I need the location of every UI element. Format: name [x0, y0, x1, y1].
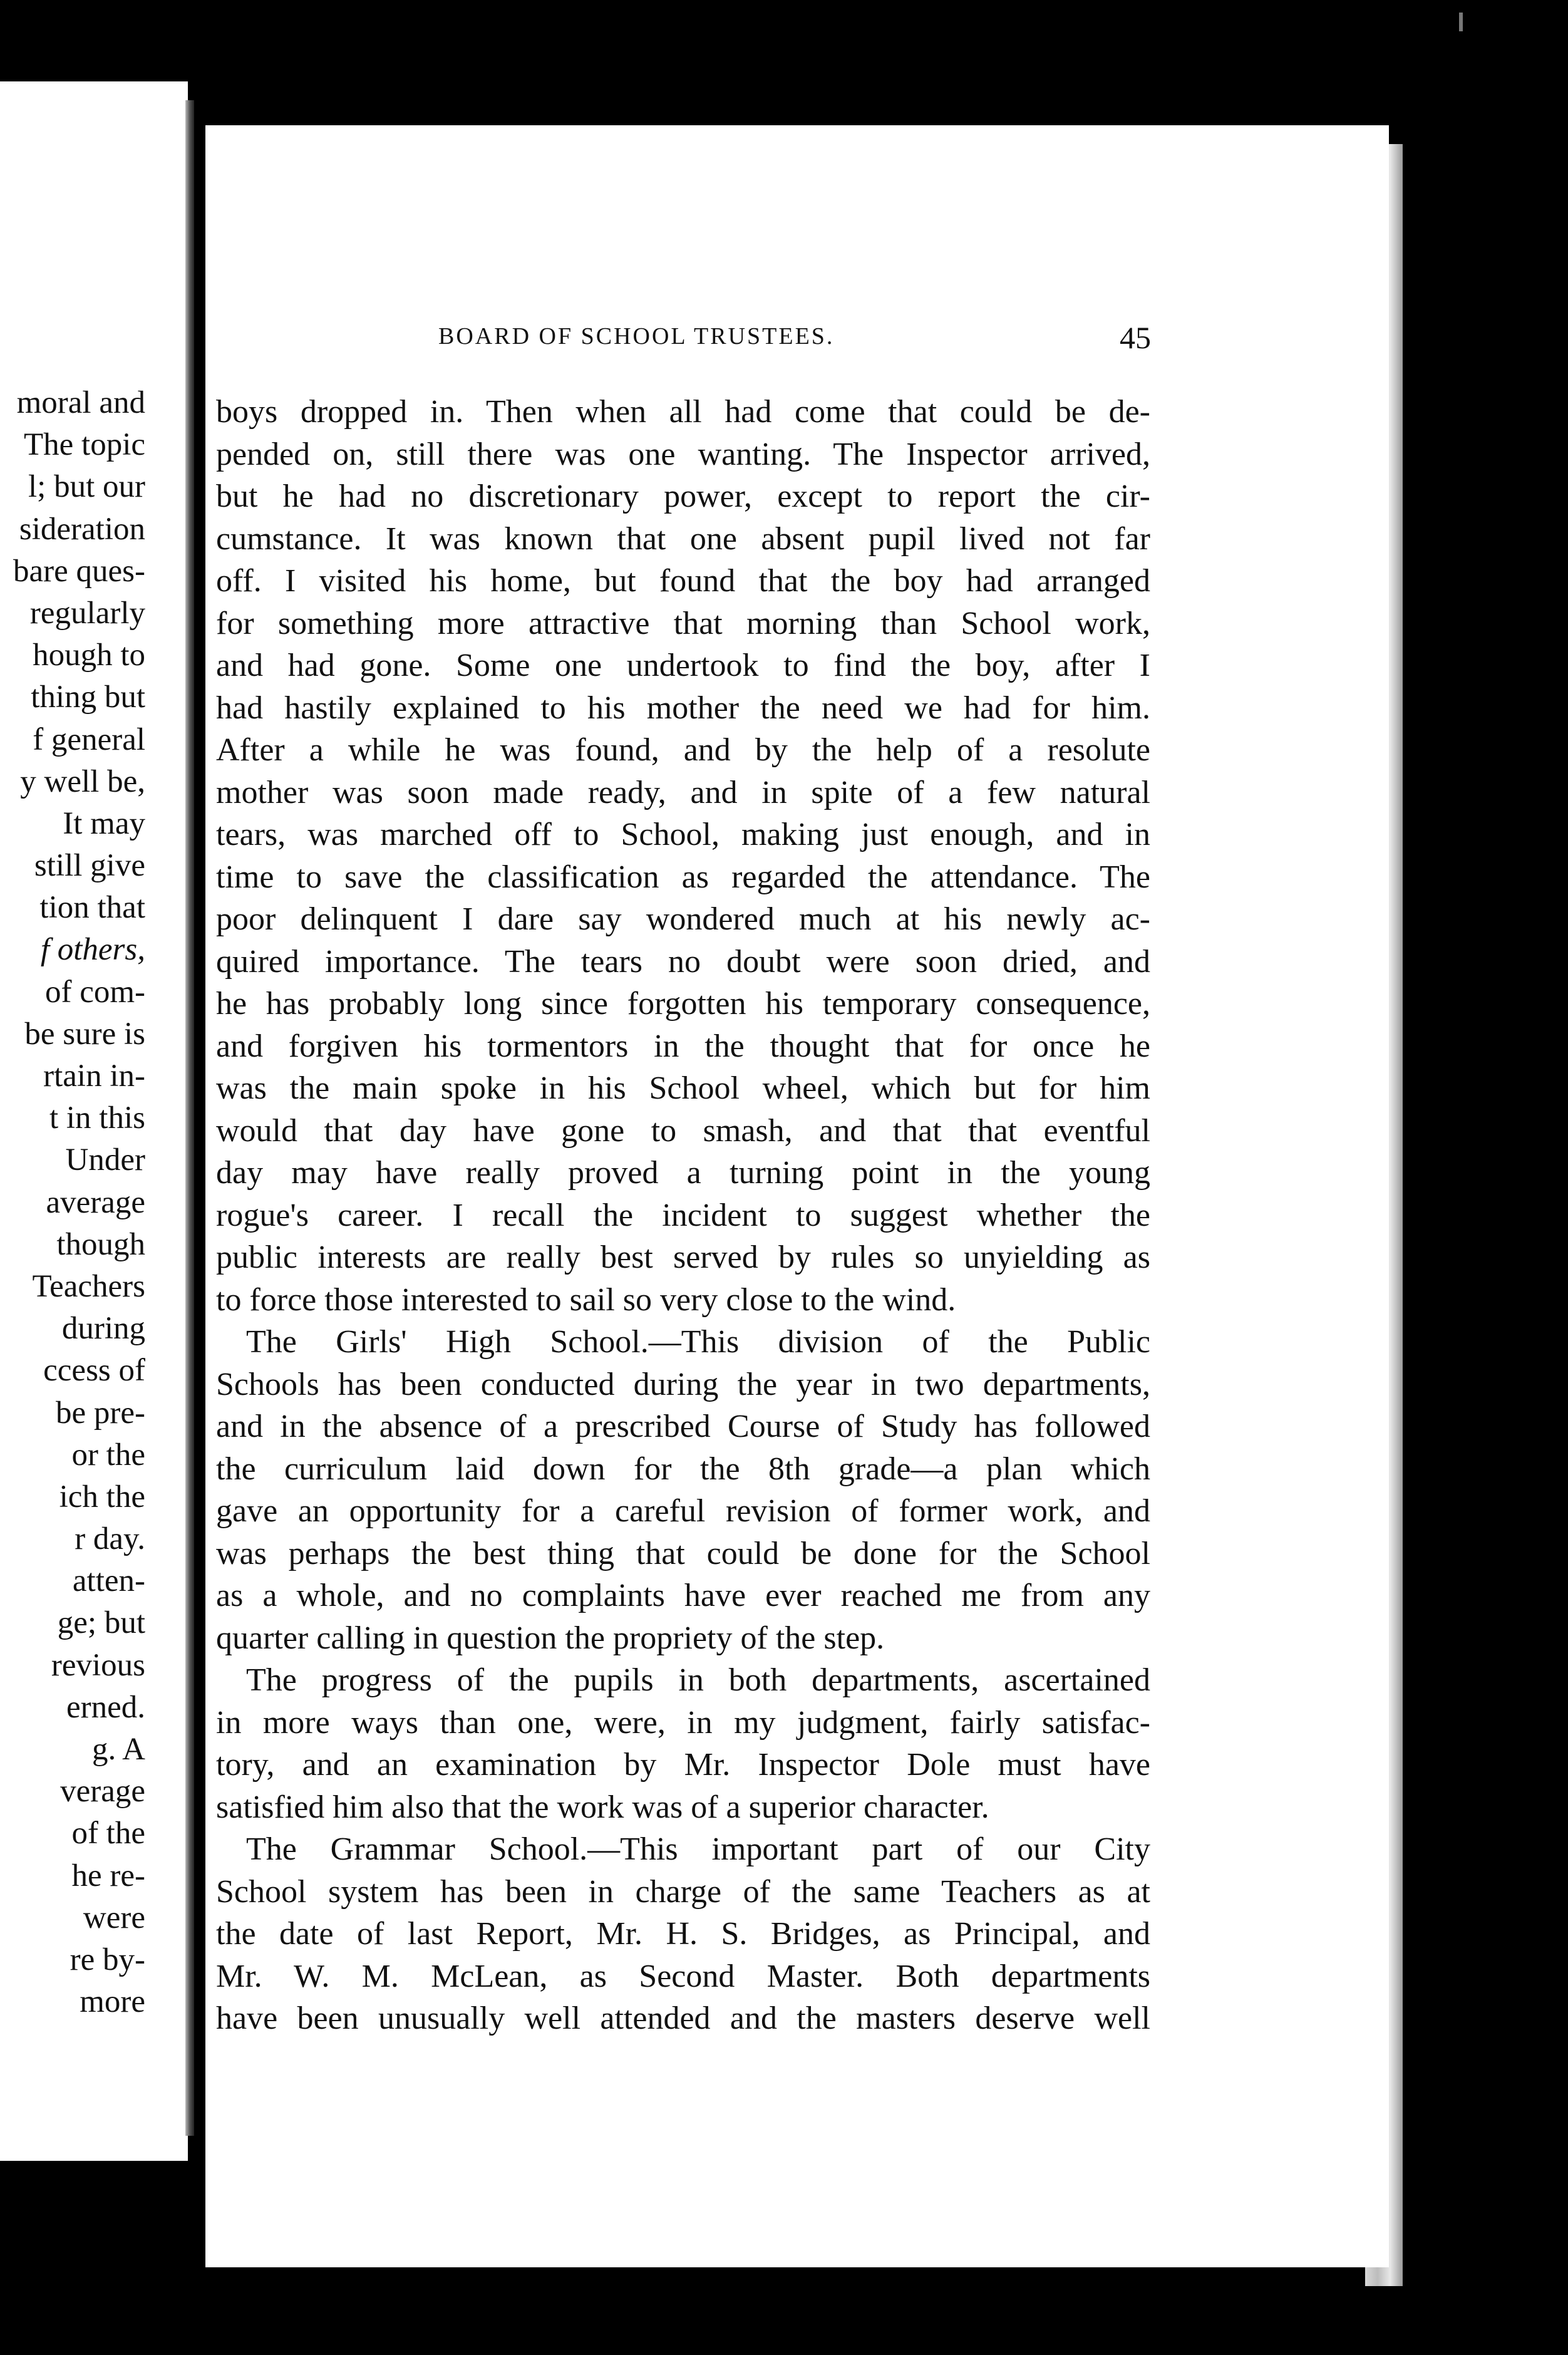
fragment-line: more — [80, 1984, 145, 2020]
text-line: public interests are really best served by rules so unyielding as — [216, 1240, 1150, 1275]
text-line: was perhaps the best thing that could be done for the School — [216, 1535, 1150, 1571]
text-line: Mr. W. M. McLean, as Second Master. Both departments — [216, 1958, 1150, 1994]
fragment-line: The topic — [23, 427, 145, 463]
text-line: off. I visited his home, but found that the boy had arranged — [216, 563, 1150, 599]
text-line: was the main spoke in his School wheel, which but for him — [216, 1070, 1150, 1106]
text-line: the date of last Report, Mr. H. S. Bridges, as Principal, and — [216, 1916, 1150, 1952]
fragment-line: or the — [71, 1437, 145, 1473]
fragment-line: rtain in- — [43, 1058, 145, 1094]
fragment-line: y well be, — [20, 763, 145, 799]
fragment-line: ge; but — [57, 1605, 145, 1641]
fragment-line: Teachers — [32, 1268, 145, 1304]
fragment-line: be pre- — [56, 1395, 145, 1431]
fragment-line: thing but — [31, 680, 145, 715]
fragment-line: sideration — [19, 511, 145, 547]
book-gutter — [185, 100, 194, 2136]
text-line: cumstance. It was known that one absent pupil lived not far — [216, 520, 1150, 557]
fragment-line: r day. — [75, 1521, 145, 1557]
text-line: and forgiven his tormentors in the thought that for once he — [216, 1028, 1150, 1064]
fragment-line: t in this — [49, 1100, 145, 1136]
fragment-line: he re- — [71, 1858, 145, 1893]
fragment-line: of com- — [44, 974, 145, 1010]
text-line: quarter calling in question the propriety of the step. — [216, 1620, 885, 1656]
left-facing-page — [0, 81, 188, 2161]
text-line: would that day have gone to smash, and that that eventful — [216, 1112, 1150, 1149]
section-heading-girls-high-school: The Girls' High School.—This division of the Public — [246, 1324, 1150, 1360]
fragment-line: Under — [65, 1142, 145, 1178]
fragment-line: re by- — [70, 1942, 145, 1977]
body-text — [216, 391, 1150, 2040]
fragment-line: of the — [71, 1816, 145, 1851]
text-line: as a whole, and no complaints have ever reached me from any — [216, 1578, 1150, 1613]
text-line: tears, was marched off to School, making just enough, and in — [216, 817, 1150, 852]
fragment-line: ccess of — [43, 1353, 145, 1389]
fragment-line: l; but our — [28, 469, 145, 505]
fragment-line: during — [61, 1311, 145, 1347]
text-line: time to save the classification as regarded the attendance. The — [216, 859, 1150, 895]
text-line: and had gone. Some one undertook to find the boy, after I — [216, 648, 1150, 683]
left-page-text-fragments — [0, 382, 145, 2023]
fragment-line: g. A — [91, 1732, 145, 1767]
running-head: BOARD OF SCHOOL TRUSTEES. — [438, 323, 835, 349]
text-line: The progress of the pupils in both departments, ascertained — [246, 1662, 1150, 1698]
fragment-line: It may — [63, 805, 145, 841]
text-line: quired importance. The tears no doubt were soon dried, and — [216, 943, 1150, 980]
fragment-line: f general — [33, 722, 145, 757]
fragment-line: still give — [34, 848, 145, 884]
fragment-line: though — [56, 1226, 145, 1262]
text-line: mother was soon made ready, and in spite of a few natural — [216, 774, 1150, 810]
text-line: but he had no discretionary power, except to report the cir- — [216, 479, 1150, 514]
fragment-line: revious — [51, 1647, 145, 1683]
text-line: for something more attractive that morning than School work, — [216, 605, 1150, 641]
fragment-line: erned. — [66, 1689, 145, 1725]
text-line: he has probably long since forgotten his temporary consequence, — [216, 986, 1150, 1022]
text-line: to force those interested to sail so very close to the wind. — [216, 1281, 956, 1318]
scan-artifact — [1459, 13, 1463, 31]
text-line: the curriculum laid down for the 8th grade—a plan which — [216, 1451, 1150, 1487]
text-line: and in the absence of a prescribed Course of Study has followed — [216, 1409, 1150, 1444]
text-line: Schools has been conducted during the year in two departments, — [216, 1366, 1150, 1402]
text-line: School system has been in charge of the same Teachers as at — [216, 1873, 1150, 1910]
text-line: day may have really proved a turning point in the young — [216, 1155, 1150, 1191]
page-number: 45 — [1120, 320, 1151, 355]
text-line: tory, and an examination by Mr. Inspector Dole must have — [216, 1747, 1150, 1783]
text-line: After a while he was found, and by the help of a resolute — [216, 732, 1150, 768]
text-line: gave an opportunity for a careful revision of former work, and — [216, 1493, 1150, 1529]
text-line: boys dropped in. Then when all had come that could be de- — [216, 394, 1150, 430]
fragment-line: f others, — [40, 932, 145, 968]
fragment-line: regularly — [29, 595, 145, 631]
text-line: poor delinquent I dare say wondered much at his newly ac- — [216, 901, 1150, 937]
fragment-line: bare ques- — [13, 553, 145, 589]
fragment-line: were — [83, 1900, 145, 1935]
fragment-line: verage — [60, 1774, 145, 1809]
fragment-line: be sure is — [24, 1016, 145, 1052]
section-heading-grammar-school: The Grammar School.—This important part of our City — [246, 1831, 1150, 1867]
fragment-line: average — [46, 1184, 145, 1220]
text-line: had hastily explained to his mother the need we had for him. — [216, 690, 1150, 726]
fragment-line: atten- — [72, 1563, 145, 1599]
text-line: have been unusually well attended and the masters deserve well — [216, 2000, 1150, 2036]
fragment-line: tion that — [39, 890, 145, 926]
fragment-line: moral and — [16, 385, 145, 420]
fragment-line: ich the — [59, 1479, 145, 1514]
text-line: rogue's career. I recall the incident to suggest whether the — [216, 1197, 1150, 1233]
fragment-line: hough to — [33, 638, 145, 673]
text-line: satisfied him also that the work was of a superior character. — [216, 1789, 989, 1825]
text-line: pended on, still there was one wanting. The Inspector arrived, — [216, 436, 1150, 472]
text-line: in more ways than one, were, in my judgment, fairly satisfac- — [216, 1704, 1150, 1741]
